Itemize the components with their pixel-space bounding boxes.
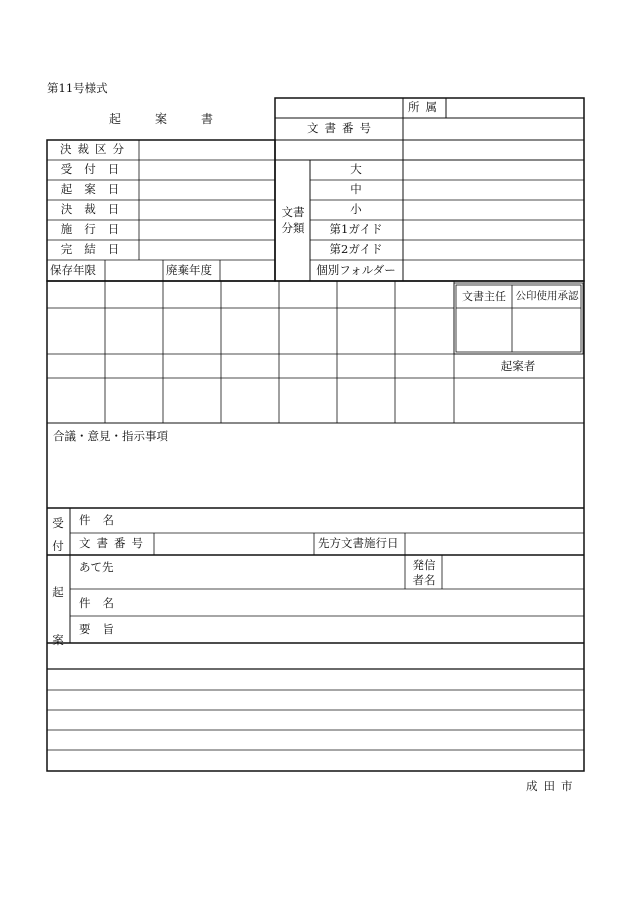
uketsuke-bi-label: 受付日	[60, 162, 132, 176]
hasshinsha-label-1: 発信	[412, 558, 436, 572]
receipt-side-label: 受付	[52, 516, 64, 553]
atesaki-label: あて先	[79, 560, 114, 574]
classification-guide-2: 第2ガイド	[329, 242, 383, 256]
classification-label-1: 文書	[281, 205, 305, 219]
hasshinsha-label-2: 者名	[412, 573, 436, 587]
sakigata-shiko-bi-label: 先方文書施行日	[318, 536, 399, 550]
kessai-kubun-label: 決裁区分	[60, 142, 130, 156]
comments-label: 合議・意見・指示事項	[53, 429, 168, 443]
bunsho-bango-label: 文書番号	[307, 121, 377, 135]
classification-sho: 小	[350, 202, 362, 216]
classification-chu: 中	[350, 182, 362, 196]
footer-city: 成田市	[526, 779, 579, 793]
hozon-nengen-label: 保存年限	[50, 263, 96, 277]
shiko-bi-label: 施行日	[60, 222, 132, 236]
draft-side-label: 起案	[52, 585, 64, 647]
kiansha-label: 起案者	[500, 359, 536, 373]
kessai-bi-label: 決裁日	[60, 202, 132, 216]
haiki-nendo-label: 廃棄年度	[166, 263, 212, 277]
classification-label-2: 分類	[281, 221, 305, 235]
kanketsu-bi-label: 完結日	[60, 242, 132, 256]
shozoku-label: 所属	[408, 100, 443, 114]
classification-folder: 個別フォルダー	[316, 263, 396, 277]
koin-shiyo-shonin-label: 公印使用承認	[515, 290, 579, 302]
classification-dai: 大	[350, 162, 362, 176]
classification-guide-1: 第1ガイド	[329, 222, 383, 236]
receipt-kenmei-label: 件名	[79, 513, 126, 527]
draft-kenmei-label: 件名	[79, 596, 126, 610]
page-title: 起案書	[109, 112, 248, 126]
receipt-bunsho-bango-label: 文書番号	[79, 536, 149, 550]
yoshi-label: 要旨	[79, 622, 126, 636]
bunsho-shunin-label: 文書主任	[462, 290, 506, 303]
kian-bi-label: 起案日	[60, 182, 132, 196]
form-number: 第11号様式	[47, 81, 108, 95]
